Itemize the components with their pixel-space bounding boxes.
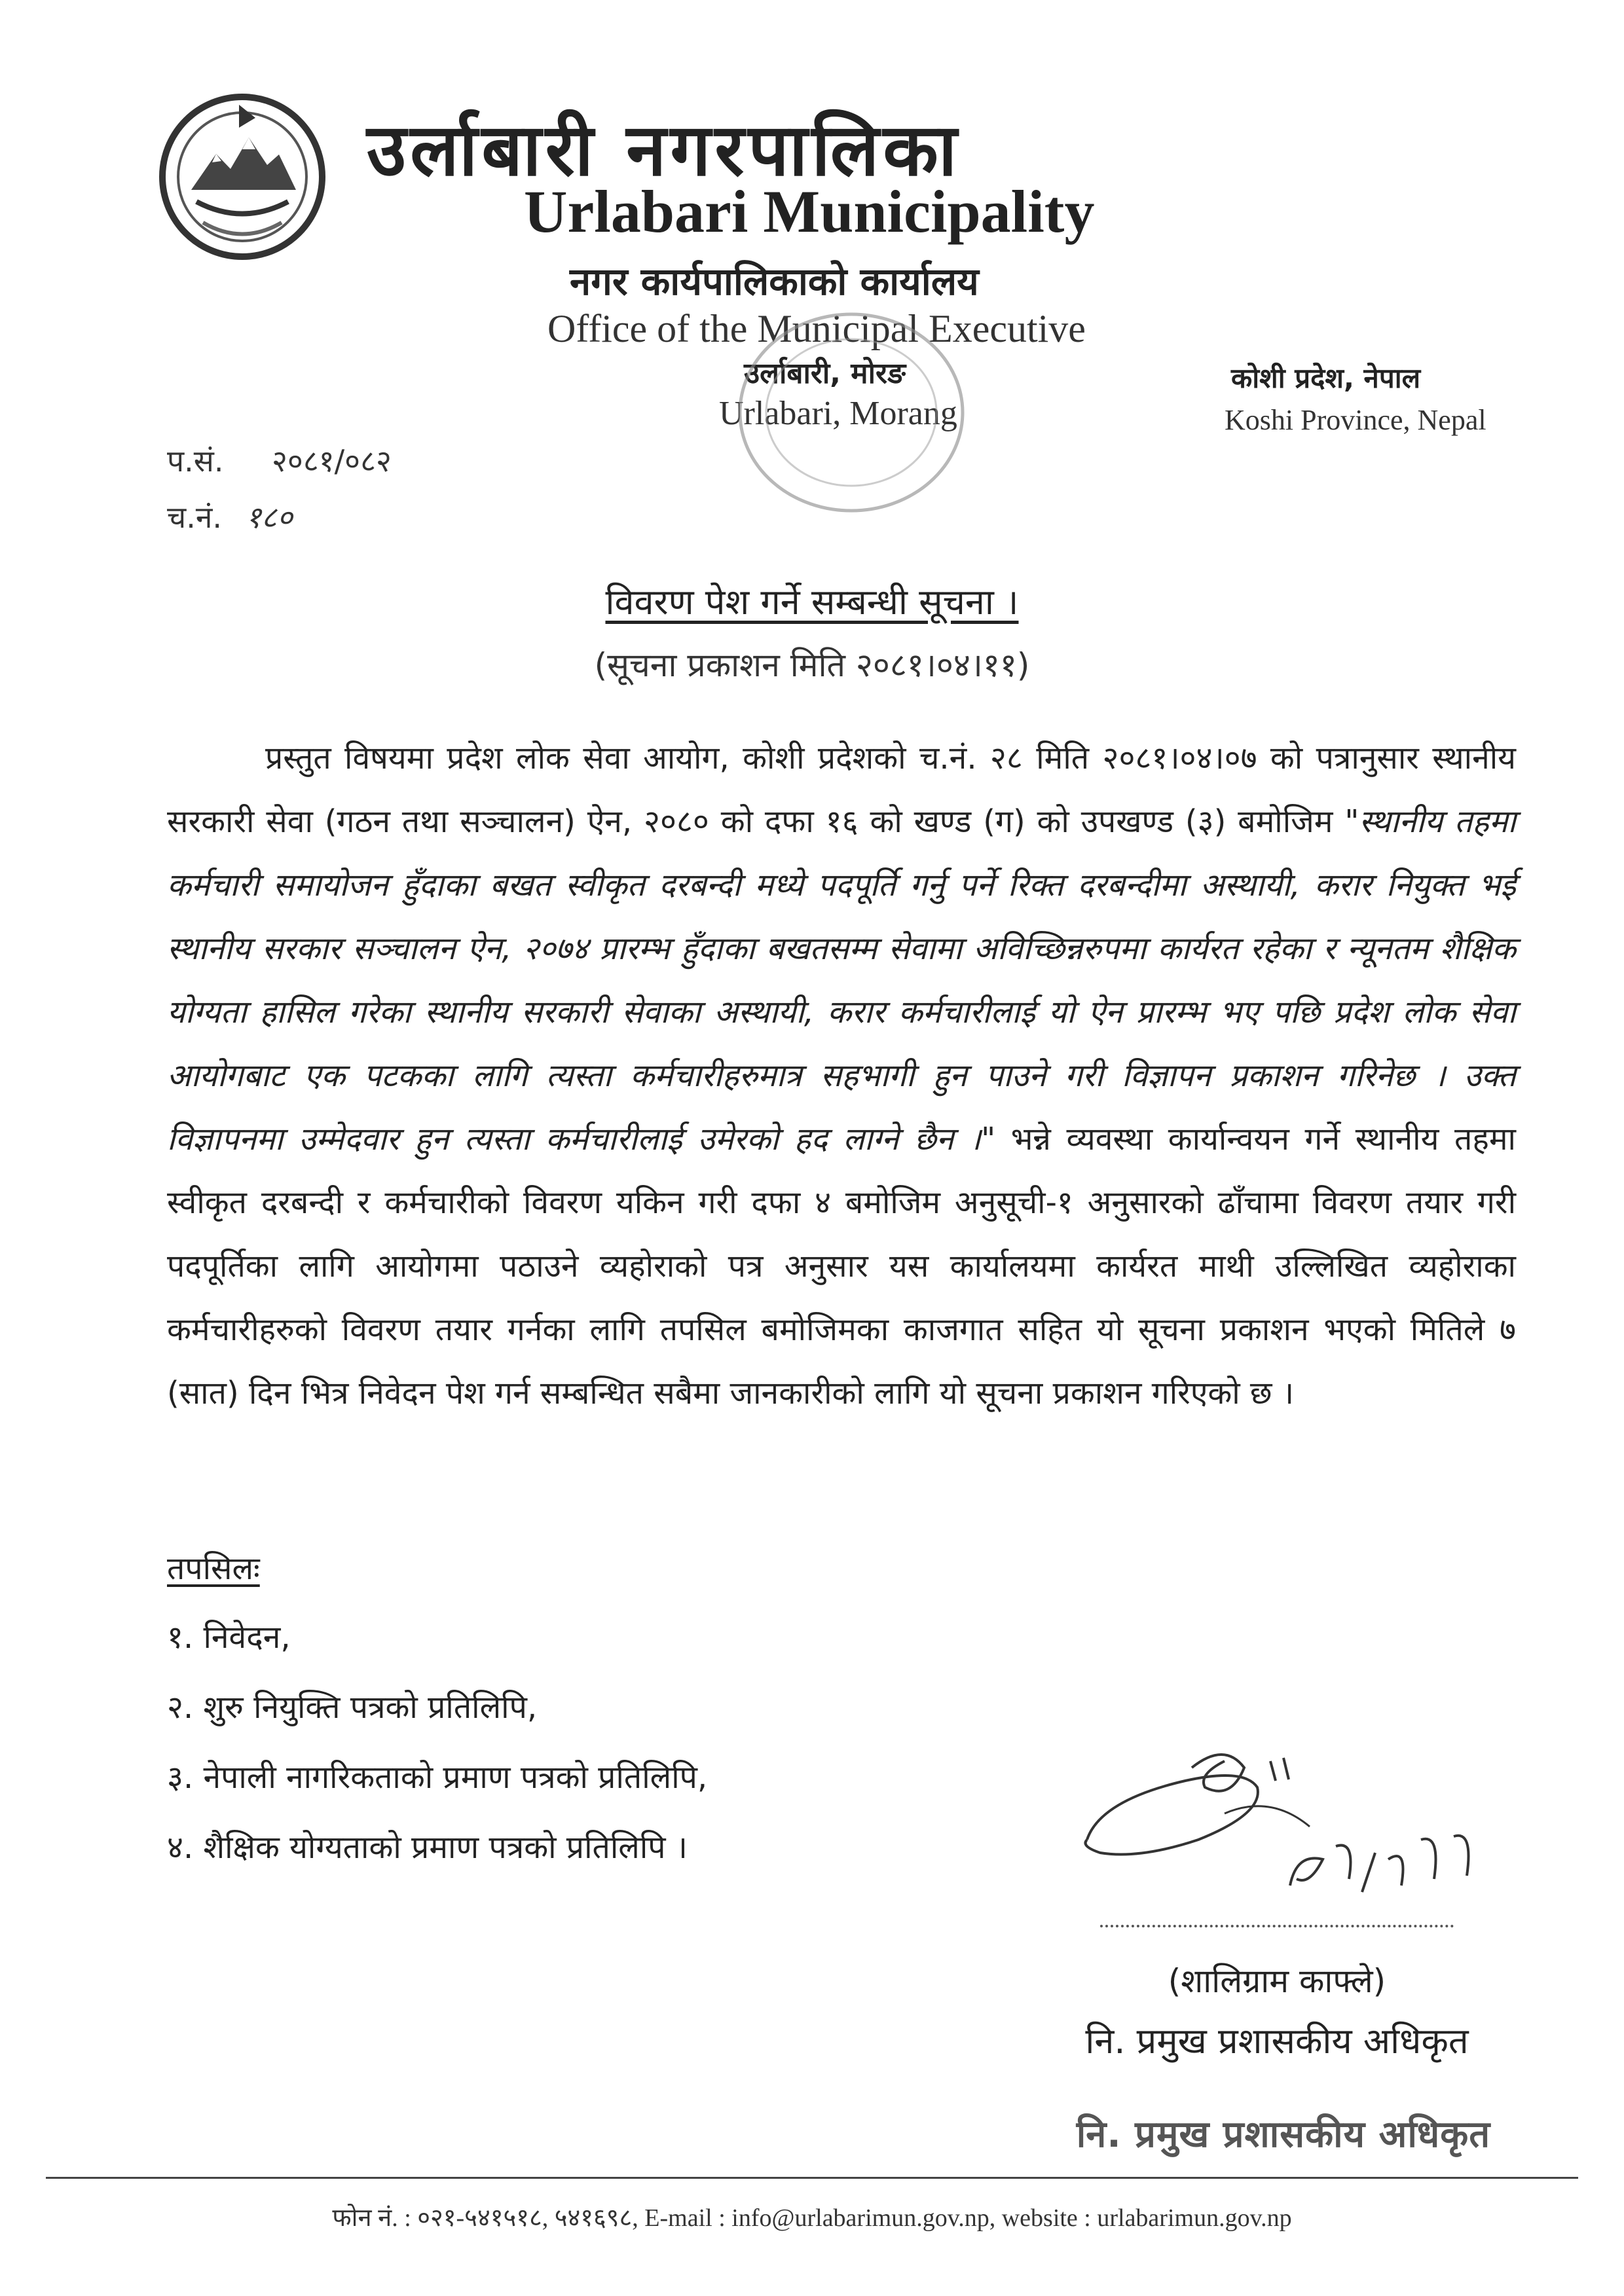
body-part-2: " भन्ने व्यवस्था कार्यान्वयन गर्ने स्थानीय तहमा स्वीकृत दरबन्दी र कर्मचारीको विवरण यकिन गरी दफा ४ बमोजिम अनुसूची-१ अनुसारको ढाँचामा विवरण तयार गरी पदपूर्तिका लागि आयोगमा पठाउने व्यहोराको पत्र अनुसार यस कार्यालयमा कार्यरत माथी उल्लिखित व्यहोराका कर्मचारीहरुको विवरण तयार गर्नका लागि तपसिल बमोजिमका काजगात सहित यो सूचना प्रकाशन भएको मितिले ७ (सात) दिन भित्र निवेदन पेश गर्न सम्बन्धित सबैमा जानकारीको लागि यो सूचना प्रकाशन गरिएको छ ।: [167, 1121, 1516, 1412]
cn-label: च.नं.: [167, 500, 222, 535]
designation-rubber-stamp: नि. प्रमुख प्रशासकीय अधिकृत: [1076, 2113, 1491, 2156]
municipality-emblem-logo: [157, 92, 327, 262]
reference-ps: [167, 440, 392, 481]
office-round-stamp: [727, 301, 976, 524]
body-part-1: प्रस्तुत विषयमा प्रदेश लोक सेवा आयोग, कोशी प्रदेशको च.नं. २८ मिति २०८१।०४।०७ को पत्रानुसार स्थानीय सरकारी सेवा (गठन तथा सञ्चालन) ऐन, २०८० को दफा १६ को खण्ड (ग) को उपखण्ड (३) बमोजिम ": [167, 740, 1516, 840]
notice-subject: [0, 576, 1624, 625]
tapsil-list: [167, 1603, 707, 1883]
notice-subject-title: विवरण पेश गर्ने सम्बन्धी सूचना ।: [605, 581, 1019, 623]
office-name-english: Office of the Municipal Executive: [547, 307, 1086, 350]
tapsil-heading: तपसिलः: [167, 1550, 260, 1587]
list-item: १. निवेदन,: [167, 1619, 291, 1656]
footer-contact: फोन नं. : ०२१-५४१५१८, ५४१६९८, E-mail : info@urlabarimun.gov.np, website : urlabarimun.gov.np: [332, 2204, 1292, 2232]
signature-dotted-line: [1100, 1925, 1454, 1927]
list-item: ३. नेपाली नागरिकताको प्रमाण पत्रको प्रतिलिपि,: [167, 1759, 708, 1796]
ps-value: २०८१/०८२: [272, 443, 392, 479]
signer-designation: नि. प्रमुख प्रशासकीय अधिकृत: [1085, 2020, 1469, 2062]
body-quoted-provision: स्थानीय तहमा कर्मचारी समायोजन हुँदाका बखत स्वीकृत दरबन्दी मध्ये पदपूर्ति गर्नु पर्ने रिक्त दरबन्दीमा अस्थायी, करार नियुक्त भई स्थानीय सरकार सञ्चालन ऐन, २०७४ प्रारम्भ हुँदाका बखतसम्म सेवामा अविच्छिन्नरुपमा कार्यरत रहेका र न्यूनतम शैक्षिक योग्यता हासिल गरेका स्थानीय सरकारी सेवाका अस्थायी, करार कर्मचारीलाई यो ऐन प्रारम्भ भए पछि प्रदेश लोक सेवा आयोगबाट एक पटकका लागि त्यस्ता कर्मचारीहरुमात्र सहभागी हुन पाउने गरी विज्ञापन प्रकाशन गरिनेछ । उक्त विज्ञापनमा उम्मेदवार हुन त्यस्ता कर्मचारीलाई उमेरको हद लाग्ने छैन ।: [167, 803, 1516, 1157]
province-nepali: कोशी प्रदेश, नेपाल: [1231, 362, 1421, 394]
notice-body-paragraph: [167, 727, 1516, 1425]
place-nepali: उर्लाबारी, मोरङ: [744, 357, 906, 390]
notice-publication-date: (सूचना प्रकाशन मिति २०८१।०४।११): [594, 646, 1030, 684]
list-item: २. शुरु नियुक्ति पत्रको प्रतिलिपि,: [167, 1689, 538, 1726]
office-name-nepali: नगर कार्यपालिकाको कार्यालय: [570, 259, 979, 304]
municipality-name-nepali: उर्लाबारी नगरपालिका: [367, 108, 961, 192]
ps-label: प.सं.: [167, 443, 224, 479]
list-item: ४. शैक्षिक योग्यताको प्रमाण पत्रको प्रतिलिपि ।: [167, 1829, 688, 1866]
reference-cn: [167, 496, 293, 537]
municipality-name-english: Urlabari Municipality: [524, 178, 1095, 245]
signer-name: (शालिग्राम काफ्ले): [1168, 1962, 1386, 2000]
cn-value: १८०: [246, 500, 293, 535]
place-english: Urlabari, Morang: [719, 395, 957, 432]
handwritten-signature: [1074, 1728, 1493, 1925]
footer-divider: [46, 2177, 1578, 2179]
province-english: Koshi Province, Nepal: [1225, 404, 1486, 436]
